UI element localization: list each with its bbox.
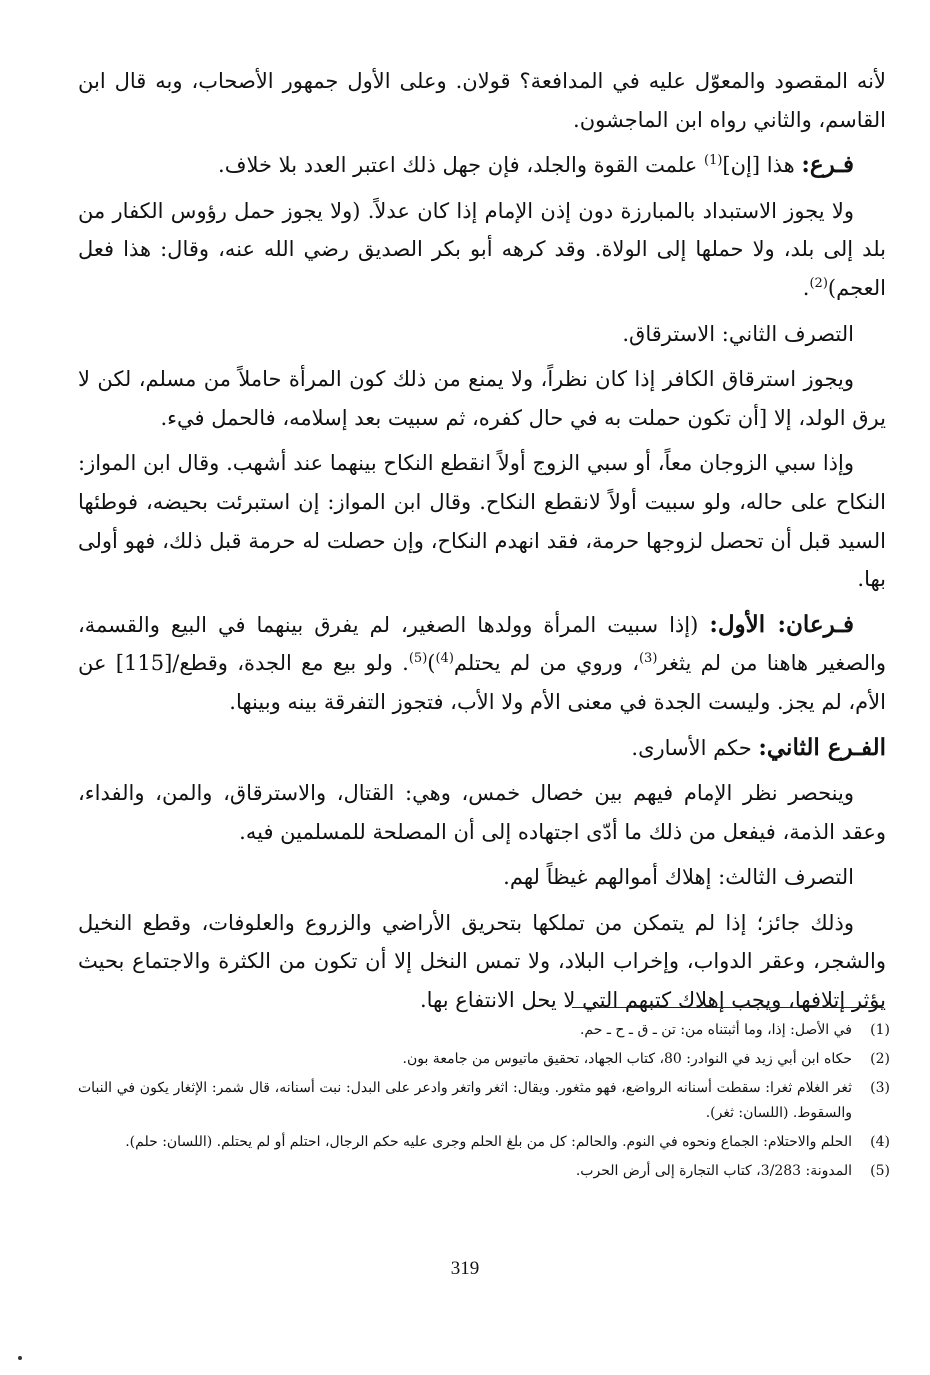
scan-speck (18, 1356, 22, 1360)
paragraph-text: . ولو بيع مع الجدة، وقطع/[115] عن الأم، لم يجز. وليست الجدة في معنى الأم ولا الأب، فتجوز التفرقة بينه وبينها. (78, 651, 886, 714)
footnote (78, 1130, 890, 1155)
footnote (78, 1076, 890, 1126)
paragraph-farAan (78, 606, 886, 722)
section-heading: فـرع: (801, 151, 854, 179)
footnote-text: المدونة: 3/283، كتاب التجارة إلى أرض الحرب. (575, 1163, 852, 1179)
paragraph-text: (إذا سبيت المرأة وولدها الصغير، لم يفرق بينهما في البيع والقسمة، والصغير هاهنا من لم يثغر (78, 612, 886, 676)
main-text (78, 62, 886, 1027)
footnote (78, 1018, 890, 1043)
paragraph-far (78, 146, 886, 185)
footnotes (78, 1018, 890, 1188)
footnote-number: (1) (870, 1022, 890, 1038)
page-number: 319 (450, 1258, 480, 1279)
footnote-ref[interactable]: (1) (703, 153, 723, 169)
paragraph-text: ) (427, 651, 436, 676)
section-heading: فـرعان: الأول: (709, 610, 855, 638)
footnote-ref[interactable]: (2) (809, 275, 828, 291)
footnote (78, 1159, 890, 1184)
paragraph-text: وذلك جائز؛ إذا لم يتمكن من تملكها بتحريق الأراضي والزروع والعلوفات، وقطع النخيل والشجر، وعقر الدواب، وإخراب البلاد، ولا تمس النخل إلا أن تكون من الكثرة والاجتماع بحيث يؤثر إتلافها، ويجب إهلاك كتبهم التي لا يحل الانتفاع بها. (78, 910, 886, 1013)
paragraph-text: ويجوز استرقاق الكافر إذا كان نظراً، ولا يمنع من ذلك كون المرأة حاملاً من مسلم، لكن لا يرق الولد، إلا [أن تكون حملت به في حال كفره، ثم سبيت بعد إسلامه، فالحمل فيء. (78, 367, 886, 430)
paragraph-text: . (802, 275, 810, 300)
paragraph-text: ولا يجوز الاستبداد بالمبارزة دون إذن الإمام إذا كان عدلاً. (ولا يجوز حمل رؤوس الكفار من بلد إلى بلد، ولا حملها إلى الولاة. وقد كرهه أبو بكر الصديق رضي الله عنه، وقال: هذا فعل العجم) (78, 198, 886, 300)
footnote-text: حكاه ابن أبي زيد في النوادر: 80، كتاب الجهاد، تحقيق ماتيوس من جامعة بون. (402, 1051, 852, 1067)
paragraph-text: وإذا سبي الزوجان معاً، أو سبي الزوج أولاً انقطع النكاح بينهما عند أشهب. وقال ابن المواز: النكاح على حاله، ولو سبيت أولاً لانقطع النكاح. وقال ابن المواز: إن استبرئت بحيضه، فوطئها السيد قبل أن تحصل لزوجها حرمة، فقد انهدم النكاح، وإن حصلت له حرمة قبل ذلك، فهو أولى بها. (78, 451, 886, 592)
footnote-ref[interactable]: (3) (638, 651, 658, 667)
paragraph-text: لأنه المقصود والمعوّل عليه في المدافعة؟ قولان. وعلى الأول جمهور الأصحاب، وبه قال ابن القاسم، والثاني رواه ابن الماجشون. (78, 69, 886, 132)
footnote-text: في الأصل: إذا، وما أثبتناه من: تن ـ ق ـ ح ـ حم. (579, 1022, 852, 1038)
section-title (78, 315, 886, 354)
paragraph (78, 192, 886, 308)
paragraph (78, 62, 886, 139)
footnote-number: (3) (870, 1080, 890, 1096)
footnote (78, 1047, 890, 1072)
section-title (78, 858, 886, 897)
paragraph (78, 360, 886, 437)
footnote-divider (572, 1007, 884, 1008)
paragraph (78, 774, 886, 851)
footnote-text: ثغر الغلام ثغرا: سقطت أسنانه الرواضع، فهو مثغور. ويقال: اثغر واتغر وادعر على البدل: نبت أسنانه، قال شمر: الإثغار يكون في النبات والسقوط. (اللسان: ثغر). (78, 1080, 852, 1121)
paragraph (78, 904, 886, 1020)
paragraph (78, 444, 886, 598)
paragraph-text: وينحصر نظر الإمام فيهم بين خصال خمس، وهي: القتال، والاسترقاق، والمن، والفداء، وعقد الذمة، فيفعل من ذلك ما أدّى اجتهاده إلى أن المصلحة للمسلمين فيه. (78, 781, 886, 844)
footnote-text: الحلم والاحتلام: الجماع ونحوه في النوم. والحالم: كل من بلغ الحلم وجرى عليه حكم الرجال، احتلم أو لم يحتلم. (اللسان: حلم). (125, 1134, 852, 1150)
footnote-number: (2) (870, 1051, 890, 1067)
paragraph-second-far (78, 729, 886, 768)
paragraph-text: علمت القوة والجلد، فإن جهل ذلك اعتبر العدد بلا خلاف. (218, 153, 704, 178)
paragraph-text: التصرف الثاني: الاسترقاق. (622, 321, 854, 346)
paragraph-text: ، وروي من لم يحتلم (453, 651, 639, 676)
paragraph-text: حكم الأسارى. (631, 735, 759, 760)
paragraph-text: التصرف الثالث: إهلاك أموالهم غيظاً لهم. (503, 865, 854, 890)
footnote-number: (5) (870, 1163, 890, 1179)
footnote-number: (4) (870, 1134, 890, 1150)
footnote-ref[interactable]: (5) (408, 651, 428, 667)
section-heading: الفـرع الثاني: (758, 733, 886, 761)
paragraph-text: هذا [إن] (722, 153, 802, 178)
footnote-ref[interactable]: (4) (435, 651, 454, 667)
